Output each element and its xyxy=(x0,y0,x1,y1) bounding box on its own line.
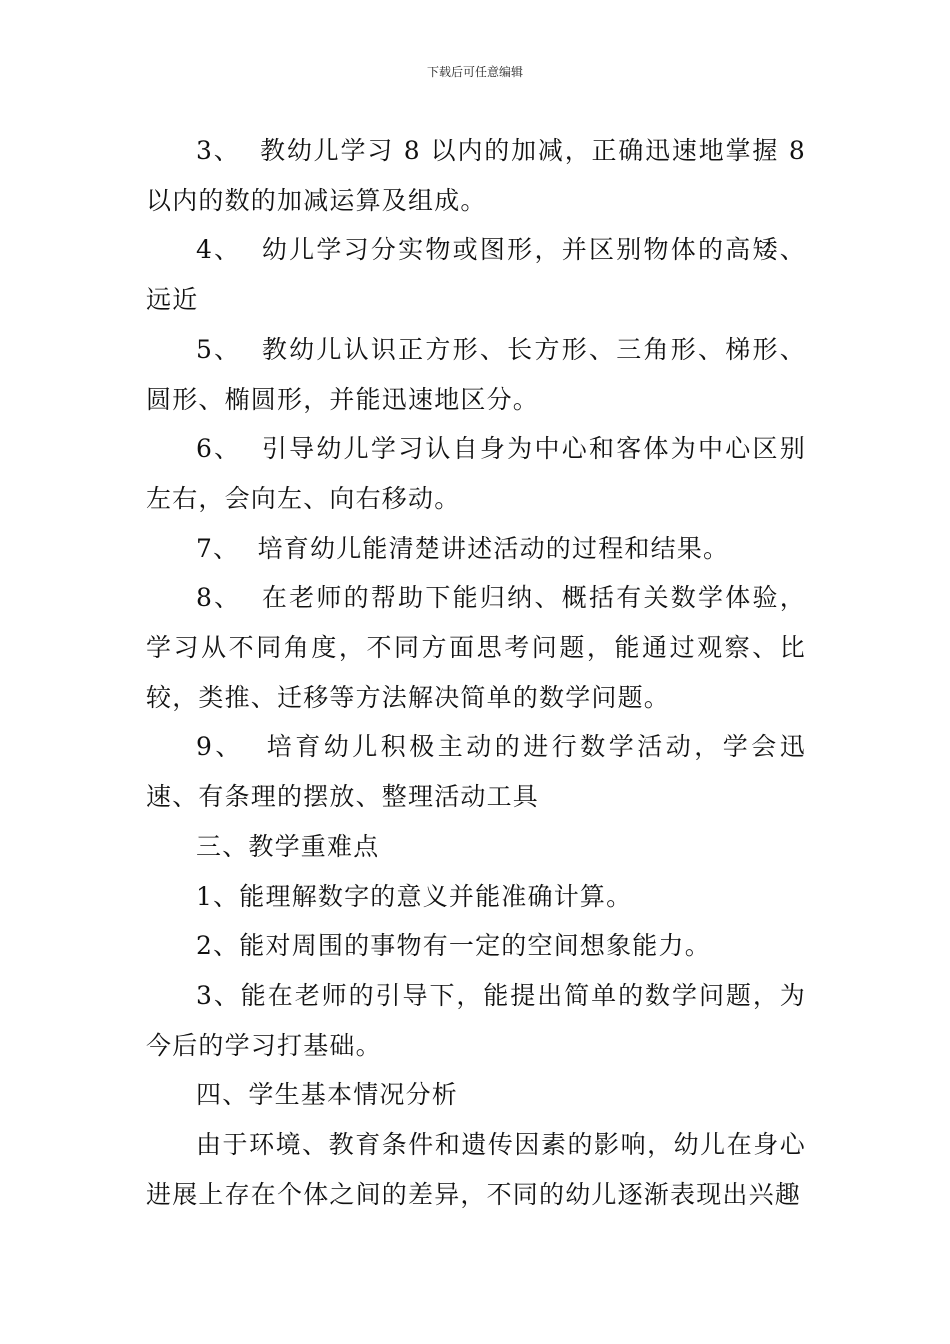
paragraph-goal-7: 7、 培育幼儿能清楚讲述活动的过程和结果。 xyxy=(196,533,730,563)
paragraph-goal-3: 3、 教幼儿学习 8 以内的加减，正确迅速地掌握 8 以内的数的加减运算及组成。 xyxy=(146,136,816,215)
document-body xyxy=(146,126,816,1219)
paragraph-goal-9: 9、 培育幼儿积极主动的进行数学活动，学会迅速、有条理的摆放、整理活动工具 xyxy=(146,732,806,812)
paragraph-key-point-2: 2、能对周围的事物有一定的空间想象能力。 xyxy=(196,931,711,961)
section-heading-key-points: 三、教学重难点 xyxy=(196,831,380,861)
paragraph-goal-8: 8、 在老师的帮助下能归纳、概括有关数学体验，学习从不同角度，不同方面思考问题，能通过观察、比较，类推、迁移等方法解决简单的数学问题。 xyxy=(146,583,806,712)
paragraph-student-analysis: 由于环境、教育条件和遗传因素的影响，幼儿在身心进展上存在个体之间的差异，不同的幼儿逐渐表现出兴趣 xyxy=(146,1130,806,1209)
paragraph-goal-4: 4、 幼儿学习分实物或图形，并区别物体的高矮、远近 xyxy=(146,235,806,315)
section-heading-student-analysis: 四、学生基本情况分析 xyxy=(196,1080,459,1110)
paragraph-goal-6: 6、 引导幼儿学习认自身为中心和客体为中心区别左右，会向左、向右移动。 xyxy=(146,434,806,513)
paragraph-key-point-3: 3、能在老师的引导下，能提出简单的数学问题，为今后的学习打基础。 xyxy=(146,980,806,1060)
paragraph-key-point-1: 1、能理解数字的意义并能准确计算。 xyxy=(196,881,633,911)
paragraph-goal-5: 5、 教幼儿认识正方形、长方形、三角形、梯形、圆形、椭圆形，并能迅速地区分。 xyxy=(146,334,806,414)
page-header-note: 下载后可任意编辑 xyxy=(426,65,523,79)
